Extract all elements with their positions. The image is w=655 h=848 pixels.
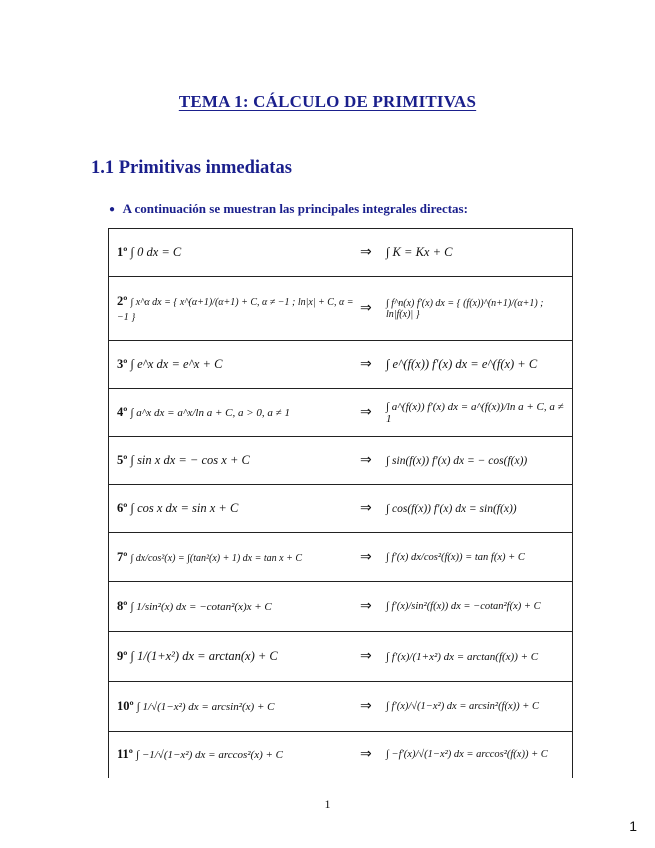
row-left-formula [109, 437, 361, 485]
left-formula: ∫ −1/√(1−x²) dx = arccos²(x) + C [136, 749, 284, 762]
table-row [109, 682, 573, 732]
table-row [109, 582, 573, 632]
right-formula: ∫ e^(f(x)) f′(x) dx = e^(f(x) + C [386, 341, 573, 389]
page-title [0, 92, 655, 112]
right-formula: ∫ f′(x)/√(1−x²) dx = arcsin²(f(x)) + C [386, 682, 573, 732]
row-number: 2º [117, 293, 128, 308]
right-formula: ∫ cos(f(x)) f′(x) dx = sin(f(x)) [386, 485, 573, 533]
table-row [109, 389, 573, 437]
right-formula: ∫ f^n(x) f′(x) dx = { (f(x))^(n+1)/(α+1) ; ln|f(x)| } [386, 277, 573, 341]
left-formula: ∫ dx/cos²(x) = ∫(tan²(x) + 1) dx = tan x + C [130, 552, 302, 564]
right-formula: ∫ f′(x)/sin²(f(x)) dx = −cotan²f(x) + C [386, 582, 573, 632]
row-number: 6º [117, 501, 128, 515]
left-formula: ∫ a^x dx = a^x/ln a + C, a > 0, a ≠ 1 [130, 407, 290, 419]
left-formula: ∫ 1/√(1−x²) dx = arcsin²(x) + C [136, 701, 275, 713]
primitives-table [108, 228, 573, 778]
page-number: 1 [324, 797, 331, 811]
left-formula: ∫ sin x dx = − cos x + C [130, 453, 250, 467]
table-row [109, 533, 573, 582]
intro-text [109, 201, 468, 217]
row-number: 11º [117, 747, 133, 762]
implies-arrow: ⇒ [360, 341, 386, 389]
implies-arrow: ⇒ [360, 389, 386, 437]
left-formula: ∫ 1/sin²(x) dx = −cotan²(x)x + C [130, 601, 272, 613]
table-row [109, 732, 573, 778]
row-left-formula [109, 389, 361, 437]
left-formula: ∫ 1/(1+x²) dx = arctan(x) + C [130, 649, 278, 663]
row-number: 5º [117, 453, 128, 467]
row-left-formula [109, 341, 361, 389]
implies-arrow: ⇒ [360, 682, 386, 732]
row-number: 9º [117, 649, 128, 663]
right-formula: ∫ K = Kx + C [386, 229, 573, 277]
row-number: 7º [117, 549, 128, 564]
right-formula: ∫ a^(f(x)) f′(x) dx = a^(f(x))/ln a + C, a ≠ 1 [386, 389, 573, 437]
row-left-formula [109, 732, 361, 778]
row-left-formula [109, 277, 361, 341]
table-row [109, 341, 573, 389]
left-formula: ∫ x^α dx = { x^(α+1)/(α+1) + C, α ≠ −1 ; ln|x| + C, α = −1 } [117, 296, 354, 323]
page-title-text: TEMA 1: CÁLCULO DE PRIMITIVAS [178, 92, 477, 111]
viewer-page-indicator: 1 [629, 818, 637, 834]
implies-arrow: ⇒ [360, 732, 386, 778]
implies-arrow: ⇒ [360, 277, 386, 341]
row-number: 10º [117, 699, 134, 713]
row-left-formula [109, 632, 361, 682]
right-formula: ∫ f′(x) dx/cos²(f(x)) = tan f(x) + C [386, 533, 573, 582]
row-left-formula [109, 682, 361, 732]
row-left-formula [109, 229, 361, 277]
table-row [109, 632, 573, 682]
bullet-icon: ● [109, 204, 116, 215]
right-formula: ∫ −f′(x)/√(1−x²) dx = arccos²(f(x)) + C [386, 732, 573, 778]
row-left-formula [109, 533, 361, 582]
left-formula: ∫ 0 dx = C [130, 245, 182, 259]
intro-label: A continuación se muestran las principales integrales directas: [122, 201, 468, 216]
section-heading: 1.1 Primitivas inmediatas [91, 158, 292, 178]
table-row [109, 277, 573, 341]
left-formula: ∫ cos x dx = sin x + C [130, 501, 239, 515]
left-formula: ∫ e^x dx = e^x + C [130, 357, 223, 371]
implies-arrow: ⇒ [360, 533, 386, 582]
table-row [109, 229, 573, 277]
right-formula: ∫ f′(x)/(1+x²) dx = arctan(f(x)) + C [386, 632, 573, 682]
row-left-formula [109, 485, 361, 533]
right-formula: ∫ sin(f(x)) f′(x) dx = − cos(f(x)) [386, 437, 573, 485]
table-row [109, 437, 573, 485]
row-number: 1º [117, 245, 128, 259]
table-row [109, 485, 573, 533]
implies-arrow: ⇒ [360, 485, 386, 533]
row-left-formula [109, 582, 361, 632]
row-number: 8º [117, 599, 128, 613]
implies-arrow: ⇒ [360, 582, 386, 632]
implies-arrow: ⇒ [360, 632, 386, 682]
row-number: 4º [117, 405, 128, 419]
row-number: 3º [117, 357, 128, 371]
implies-arrow: ⇒ [360, 437, 386, 485]
implies-arrow: ⇒ [360, 229, 386, 277]
